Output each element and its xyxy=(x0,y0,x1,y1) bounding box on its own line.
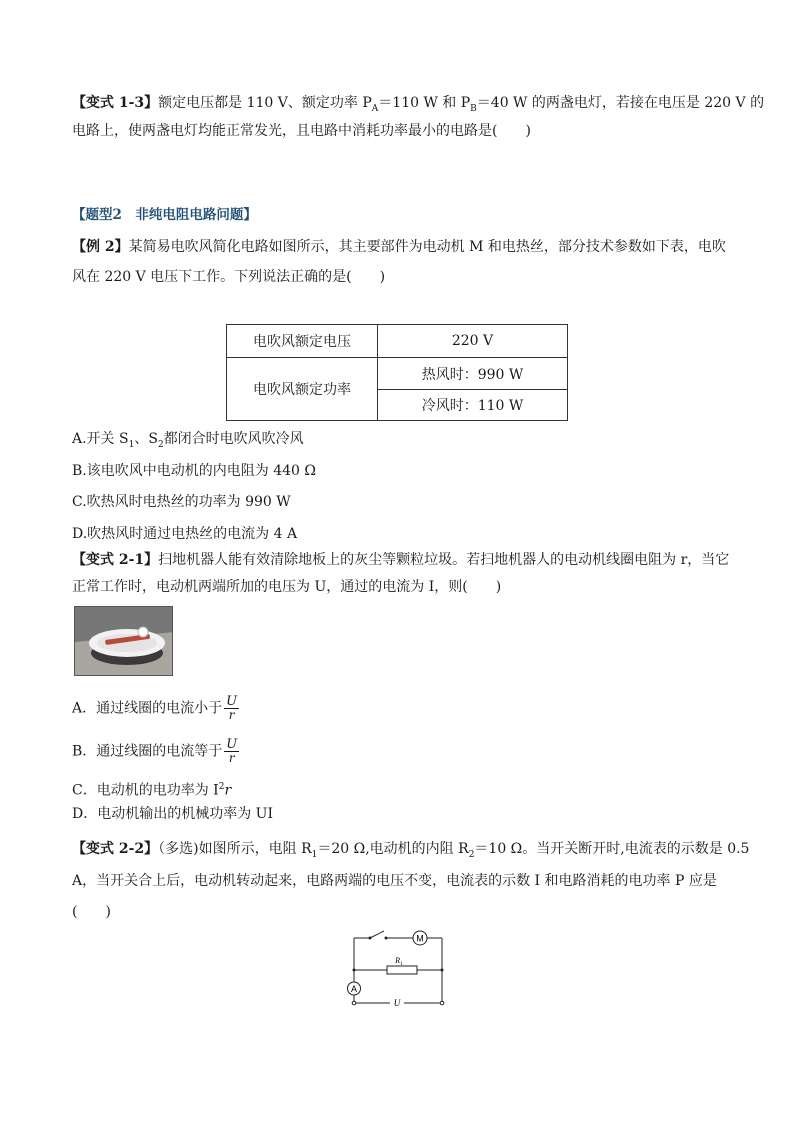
fraction-u-over-r: $\frac{U}{r}$ xyxy=(226,737,238,765)
example2-line1: 【例 2】某简易电吹风简化电路如图所示，其主要部件为电动机 M 和电热丝，部分技术参数如下表，电吹 xyxy=(72,239,726,255)
resistor-label: $R_1$ xyxy=(395,956,403,967)
robot-vacuum-image xyxy=(74,606,173,676)
fraction-u-over-r: $\frac{U}{r}$ xyxy=(226,694,238,722)
table-cell-power-label: 电吹风额定功率 xyxy=(253,382,351,398)
section-heading: 【题型2 非纯电阻电路问题】 xyxy=(72,207,257,223)
svg-text:M: M xyxy=(416,933,424,944)
q2-1-option-d: D．电动机输出的机械功率为 UI xyxy=(72,806,274,822)
table-cell-cold-power: 冷风时：110 W xyxy=(421,398,524,414)
svg-text:A: A xyxy=(350,984,358,994)
ammeter-symbol xyxy=(348,982,361,995)
motor-symbol xyxy=(413,931,427,945)
q2-1-tag: 【变式 2-1】 xyxy=(72,552,159,568)
q2-1-option-c: C．电动机的电功率为 $I^2r$ xyxy=(72,782,232,799)
circuit-diagram xyxy=(340,926,450,1008)
q2-1-line1: 【变式 2-1】扫地机器人能有效清除地板上的灰尘等颗粒垃圾。若扫地机器人的电动机线圈电阻为 r，当它 xyxy=(72,552,730,568)
q1-3-line1: 【变式 1-3】额定电压都是 110 V、额定功率 $P_A=110$ W 和 $P_B=40$ W 的两盏电灯，若接在电压是 220 V 的 xyxy=(72,95,765,114)
q1-3-line2: 电路上，使两盏电灯均能正常发光，且电路中消耗功率最小的电路是( ) xyxy=(72,123,531,139)
q2-1-line2: 正常工作时，电动机两端所加的电压为 U，通过的电流为 I，则( ) xyxy=(72,579,502,595)
example2-option-a: A.开关 $S_1$、$S_2$都闭合时电吹风吹冷风 xyxy=(72,431,304,450)
example2-option-c: C.吹热风时电热丝的功率为 990 W xyxy=(72,494,291,510)
q2-2-tag: 【变式 2-2】 xyxy=(72,841,159,857)
example2-line2: 风在 220 V 电压下工作。下列说法正确的是( ) xyxy=(72,269,386,285)
table-cell-hot-power: 热风时：990 W xyxy=(421,366,524,383)
q2-1-option-a: A．通过线圈的电流小于 $\frac{U}{r}$ xyxy=(72,694,238,722)
q2-2-line1: 【变式 2-2】（多选)如图所示，电阻 $R_1=20$ Ω,电动机的内阻 $R_2=10$ Ω。当开关断开时,电流表的示数是 0.5 xyxy=(72,841,750,860)
example2-option-d: D.吹热风时通过电热丝的电流为 4 A xyxy=(72,526,298,542)
parameter-table xyxy=(226,324,568,421)
example2-tag: 【例 2】 xyxy=(72,239,129,255)
table-cell-voltage-label: 电吹风额定电压 xyxy=(253,334,351,350)
q2-1-option-b: B．通过线圈的电流等于 $\frac{U}{r}$ xyxy=(72,737,238,765)
example2-option-b: B.该电吹风中电动机的内电阻为 440 Ω xyxy=(72,463,316,479)
table-cell-voltage-value: 220 V xyxy=(451,333,494,349)
q2-2-line3: ( ) xyxy=(72,904,111,920)
voltage-label: U xyxy=(393,998,401,1008)
q1-3-tag: 【变式 1-3】 xyxy=(72,95,159,111)
robot-vacuum-icon xyxy=(75,607,173,676)
q2-2-line2: A，当开关合上后，电动机转动起来，电路两端的电压不变，电流表的示数 I 和电路消耗的电功率 P 应是 xyxy=(72,873,717,889)
